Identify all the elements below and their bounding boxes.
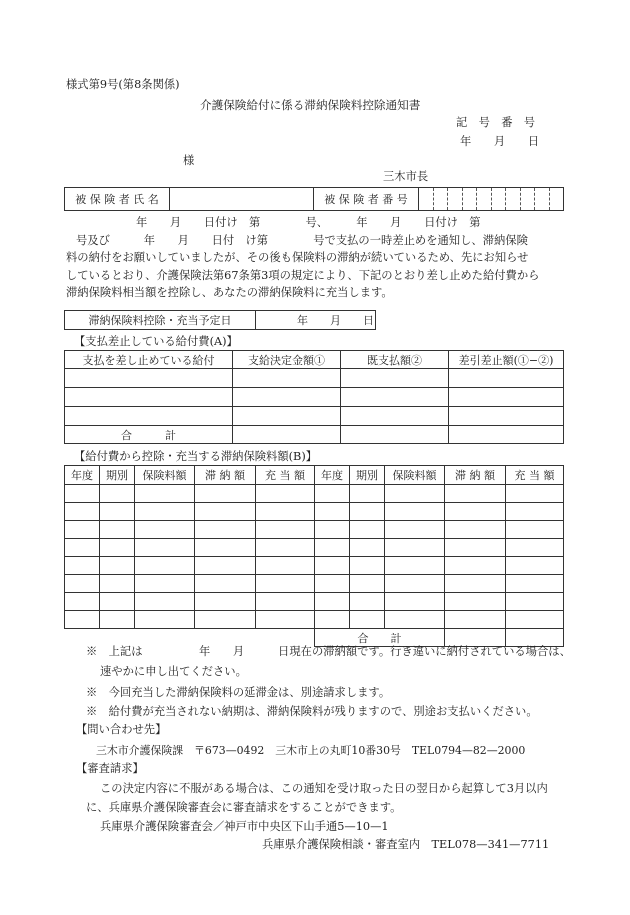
table-b-header: 年度 (315, 466, 350, 485)
withheld-benefits-table (64, 350, 564, 444)
document-title: 介護保険給付に係る滞納保険料控除通知書 (200, 98, 421, 112)
insured-number-label: 被 保 険 者 番 号 (314, 188, 419, 211)
table-a-caption: 【支払差止している給付費(A)】 (74, 335, 238, 348)
table-a-header: 支給決定金額① (233, 351, 341, 369)
table-row (65, 426, 564, 444)
table-b-caption: 【給付費から控除・充当する滞納保険料額(B)】 (74, 450, 318, 463)
premium-allocation-table (64, 465, 564, 647)
contact-heading: 【問い合わせ先】 (76, 723, 167, 736)
appeal-line: 兵庫県介護保険相談・審査室内 TEL078—341—7711 (262, 838, 550, 851)
body-line: 年 月 日付け 第 号、 年 月 日付け 第 (136, 216, 481, 229)
schedule-label: 滞納保険料控除・充当予定日 (65, 311, 256, 330)
form-number: 様式第9号(第8条関係) (66, 78, 180, 91)
insured-info-table (64, 187, 564, 211)
table-a-header: 支払を差し止めている給付 (65, 351, 233, 369)
addressee-suffix: 様 (183, 154, 195, 167)
table-b-header: 充 当 額 (256, 466, 315, 485)
body-line: 滞納保険料相当額を控除し、あなたの滞納保険料に充当します。 (66, 286, 393, 300)
table-row (65, 503, 564, 521)
table-b-header: 保険料額 (385, 466, 445, 485)
table-row (65, 575, 564, 593)
table-row (65, 485, 564, 503)
table-row (65, 611, 564, 629)
insured-number-cell (419, 188, 564, 211)
notice-body (66, 214, 566, 302)
note-line: ※ 上記は 年 月 日現在の滞納額です。行き違いに納付されている場合は、 (86, 645, 571, 658)
table-row (65, 369, 564, 388)
table-b-total-label: 合 計 (315, 629, 445, 647)
table-b-header: 保険料額 (135, 466, 195, 485)
appeal-line: に、兵庫県介護保険審査会に審査請求をすることができます。 (86, 801, 402, 814)
schedule-date: 年 月 日 (256, 311, 376, 330)
table-b-header: 滞 納 額 (195, 466, 256, 485)
insured-name-cell (170, 188, 314, 211)
insured-name-label: 被 保 険 者 氏 名 (65, 188, 170, 211)
table-row (65, 407, 564, 426)
appeal-line: この決定内容に不服がある場合は、この通知を受け取った日の翌日から起算して3月以内 (100, 782, 548, 795)
table-b-header: 滞 納 額 (445, 466, 506, 485)
body-line: しているとおり、介護保険法第67条第3項の規定により、下記のとおり差し止めた給付費から (66, 268, 540, 282)
issue-date: 年 月 日 (460, 135, 540, 148)
appeal-line: 兵庫県介護保険審査会／神戸市中央区下山手通5—10—1 (100, 820, 389, 833)
table-row (65, 388, 564, 407)
table-a-total-label: 合 計 (65, 426, 233, 444)
table-b-header: 年度 (65, 466, 100, 485)
note-line: 速やかに申し出てください。 (100, 665, 247, 678)
table-row (65, 593, 564, 611)
table-a-header: 既支払額② (341, 351, 449, 369)
reference-number-label: 記 号 番 号 (456, 116, 536, 129)
table-b-header: 期別 (350, 466, 385, 485)
body-line: 号及び 年 月 日付 け第 号で支払の一時差止めを通知し、滞納保険 (76, 233, 528, 247)
table-b-header: 充 当 額 (506, 466, 564, 485)
table-row (65, 539, 564, 557)
appeal-heading: 【審査請求】 (76, 762, 144, 775)
table-row (65, 521, 564, 539)
table-row (65, 557, 564, 575)
issuer-name: 三木市長 (383, 170, 429, 183)
body-line: 料の納付をお願いしていましたが、その後も保険料の滞納が続いているため、先にお知らせ (66, 251, 529, 265)
note-line: ※ 今回充当した滞納保険料の延滞金は、別途請求します。 (86, 686, 391, 699)
schedule-table (64, 310, 376, 330)
table-b-header: 期別 (100, 466, 135, 485)
contact-line: 三木市介護保険課 〒673—0492 三木市上の丸町10番30号 TEL0794—82—2000 (96, 744, 526, 757)
table-a-header: 差引差止額(①−②) (449, 351, 564, 369)
note-line: ※ 給付費が充当されない納期は、滞納保険料が残りますので、別途お支払いください。 (86, 705, 538, 718)
